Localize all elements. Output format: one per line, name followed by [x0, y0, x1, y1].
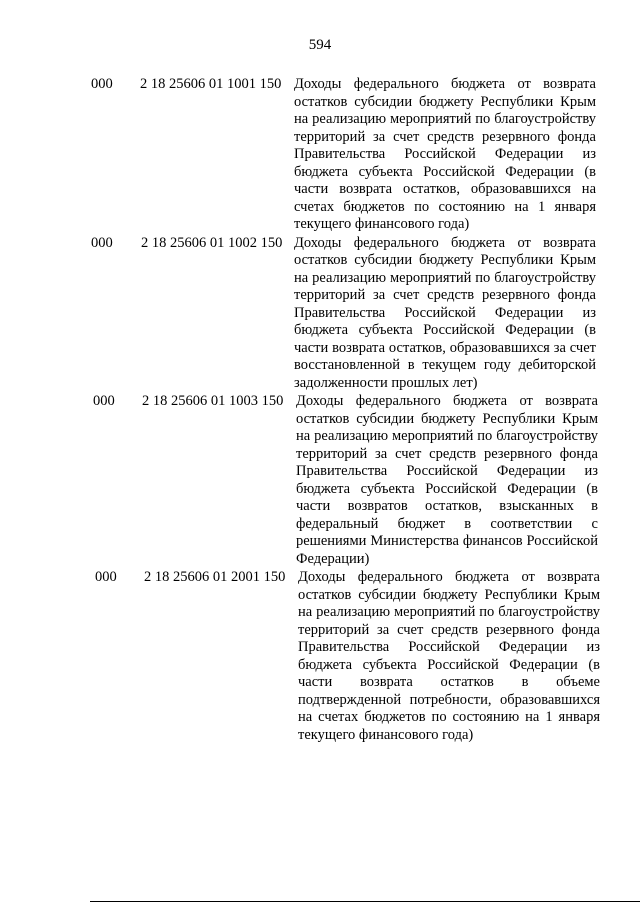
income-description: Доходы федерального бюджета от возврата остатков субсидии бюджету Республики Крым на реализацию мероприятий по благоустройству территорий за счет средств резервного фонда Правительства Российской Федерации из бюджета субъекта Российской Федерации (в части возврата остатков в объеме подтвержденной потребности, образовавшихся на счетах бюджетов по состоянию на 1 января текущего финансового года)	[298, 569, 600, 743]
page-bottom-rule	[90, 901, 640, 902]
income-description: Доходы федерального бюджета от возврата остатков субсидии бюджету Республики Крым на реализацию мероприятий по благоустройству территорий за счет средств резервного фонда Правительства Российской Федерации из бюджета субъекта Российской Федерации (в части возврата остатков, образовавшихся на счетах бюджетов по состоянию на 1 января текущего финансового года)	[294, 76, 596, 232]
administrator-code: 000	[93, 393, 115, 409]
income-description: Доходы федерального бюджета от возврата остатков субсидии бюджету Республики Крым на реализацию мероприятий по благоустройству территорий за счет средств резервного фонда Правительства Российской Федерации из бюджета субъекта Российской Федерации (в части возврата остатков, образовавшихся за счет восстановленной в текущем году дебиторской задолженности прошлых лет)	[294, 234, 596, 391]
budget-classification-code: 2 18 25606 01 2001 150	[144, 569, 286, 585]
administrator-code: 000	[91, 76, 113, 92]
classification-entry	[0, 76, 640, 234]
classification-entry	[0, 393, 640, 568]
budget-classification-list	[0, 76, 640, 745]
budget-classification-code: 2 18 25606 01 1001 150	[140, 76, 282, 92]
page-number: 594	[308, 37, 332, 53]
administrator-code: 000	[91, 234, 113, 251]
budget-classification-code: 2 18 25606 01 1002 150	[141, 234, 283, 251]
income-description: Доходы федерального бюджета от возврата остатков субсидии бюджету Республики Крым на реализацию мероприятий по благоустройству территорий за счет средств резервного фонда Правительства Российской Федерации из бюджета субъекта Российской Федерации (в части возвратов остатков, взысканных в федеральный бюджет в соответствии с решениями Министерства финансов Российской Федерации)	[296, 393, 598, 567]
budget-classification-code: 2 18 25606 01 1003 150	[142, 393, 284, 409]
administrator-code: 000	[95, 569, 117, 585]
classification-entry	[0, 569, 640, 744]
classification-entry	[0, 235, 640, 393]
